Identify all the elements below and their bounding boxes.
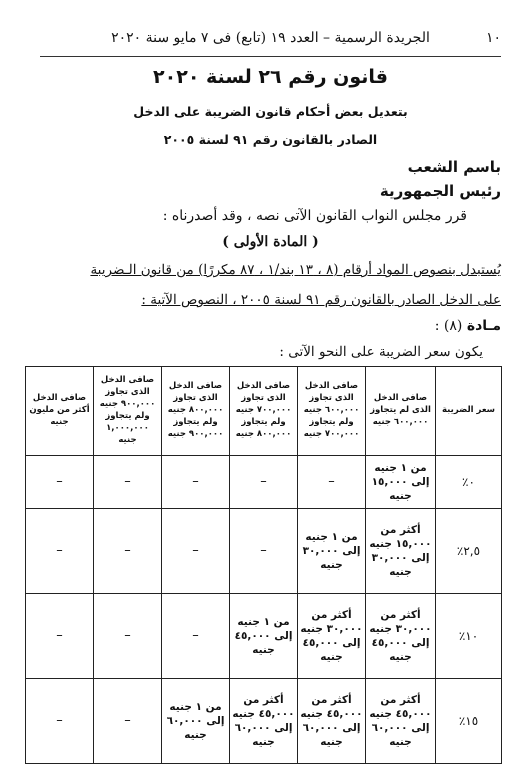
table-cell: – <box>26 594 94 679</box>
table-cell: ٢,٥٪ <box>436 509 502 594</box>
table-cell: – <box>298 456 366 509</box>
table-cell: أكثر من ٤٥,٠٠٠ جنيه إلى ٦٠,٠٠٠ جنيه <box>366 679 436 764</box>
article-8-number: (٨) : <box>434 318 463 334</box>
table-cell: أكثر من ٣٠,٠٠٠ جنيه إلى ٤٥,٠٠٠ جنيه <box>298 594 366 679</box>
table-cell: – <box>94 456 162 509</box>
table-cell: – <box>230 509 298 594</box>
rate-intro: يكون سعر الضريبة على النحو الآتى : <box>279 344 483 360</box>
header-divider <box>40 56 501 57</box>
table-header: صافى الدخل الذى تجاوز ٧٠٠,٠٠٠ جنيه ولم يتجاوز ٨٠٠,٠٠٠ جنيه <box>230 367 298 456</box>
page-number: ١٠ <box>485 30 501 46</box>
in-name-of-people: باسم الشعب <box>407 158 501 176</box>
law-subtitle-2: الصادر بالقانون رقم ٩١ لسنة ٢٠٠٥ <box>163 132 378 147</box>
table-cell: – <box>230 456 298 509</box>
table-cell: – <box>162 594 230 679</box>
table-cell: من ١ جنيه إلى ١٥,٠٠٠ جنيه <box>366 456 436 509</box>
table-cell: أكثر من ٤٥,٠٠٠ جنيه إلى ٦٠,٠٠٠ جنيه <box>298 679 366 764</box>
table-row <box>26 679 502 764</box>
table-header: سعر الضريبة <box>436 367 502 456</box>
page-header <box>40 30 501 52</box>
table-cell: أكثر من ٣٠,٠٠٠ جنيه إلى ٤٥,٠٠٠ جنيه <box>366 594 436 679</box>
table-cell: من ١ جنيه إلى ٤٥,٠٠٠ جنيه <box>230 594 298 679</box>
table-cell: ١٠٪ <box>436 594 502 679</box>
table-cell: ٠٪ <box>436 456 502 509</box>
table-cell: – <box>162 456 230 509</box>
body-line-1: يُستبدل بنصوص المواد أرقام (٨ ، ١٣ بند/١ ، ٨٧ مكررًا) من قانون الـضريبة <box>90 262 501 278</box>
table-cell: – <box>26 509 94 594</box>
article-one-heading: ( المادة الأولى ) <box>222 234 319 250</box>
table-header: صافى الدخل الذى لم يتجاوز ٦٠٠,٠٠٠ جنيه <box>366 367 436 456</box>
president-heading: رئيس الجمهورية <box>379 182 501 200</box>
table-cell: – <box>94 509 162 594</box>
table-cell: – <box>94 679 162 764</box>
table-row <box>26 509 502 594</box>
table-header-row <box>26 367 502 456</box>
table-header: صافى الدخل الذى تجاوز ٦٠٠,٠٠٠ جنيه ولم يتجاوز ٧٠٠,٠٠٠ جنيه <box>298 367 366 456</box>
table-row <box>26 594 502 679</box>
law-title: قانون رقم ٢٦ لسنة ٢٠٢٠ <box>153 66 388 88</box>
table-cell: أكثر من ٤٥,٠٠٠ جنيه إلى ٦٠,٠٠٠ جنيه <box>230 679 298 764</box>
table-cell: – <box>94 594 162 679</box>
tax-rate-table <box>25 366 502 764</box>
decree-text: قرر مجلس النواب القانون الآتى نصه ، وقد أصدرناه : <box>162 208 467 224</box>
table-cell: – <box>26 456 94 509</box>
law-subtitle-1: بتعديل بعض أحكام قانون الضريبة على الدخل <box>133 104 408 119</box>
table-cell: ١٥٪ <box>436 679 502 764</box>
gazette-title: الجريدة الرسمية – العدد ١٩ (تابع) فى ٧ مايو سنة ٢٠٢٠ <box>111 30 430 46</box>
table-cell: أكثر من ١٥,٠٠٠ جنيه إلى ٣٠,٠٠٠ جنيه <box>366 509 436 594</box>
table-cell: من ١ جنيه إلى ٣٠,٠٠٠ جنيه <box>298 509 366 594</box>
table-cell: – <box>162 509 230 594</box>
article-8-label: مـادة <box>466 318 501 334</box>
table-header: صافى الدخل أكثر من مليون جنيه <box>26 367 94 456</box>
body-line-2: على الدخل الصادر بالقانون رقم ٩١ لسنة ٢٠٠٥ ، النصوص الآتية : <box>141 292 501 308</box>
table-cell: من ١ جنيه إلى ٦٠,٠٠٠ جنيه <box>162 679 230 764</box>
table-row <box>26 456 502 509</box>
table-header: صافى الدخل الذى تجاوز ٩٠٠,٠٠٠ جنيه ولم يتجاوز ١,٠٠٠,٠٠٠ جنيه <box>94 367 162 456</box>
table-header: صافى الدخل الذى تجاوز ٨٠٠,٠٠٠ جنيه ولم يتجاوز ٩٠٠,٠٠٠ جنيه <box>162 367 230 456</box>
article-8-heading <box>435 318 501 334</box>
table-cell: – <box>26 679 94 764</box>
